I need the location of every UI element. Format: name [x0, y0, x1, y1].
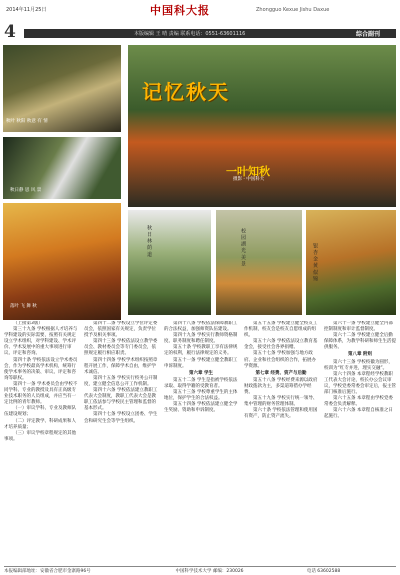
feature-big-title: 记忆秋天 — [142, 80, 230, 104]
article-paragraph: 第六十六条 本章程自核准之日起施行。 — [324, 408, 393, 420]
article-paragraph: 第六十五条 本章程由学校党委常委会负责解释。 — [324, 396, 393, 408]
article-paragraph: （上接第3版） — [13, 321, 43, 326]
banner-text: 本版编辑 王 晴 责编 联系电话：0551-63601116 — [134, 31, 246, 37]
article-paragraph: （三）审议学校章程规定的其他事项。 — [4, 430, 76, 442]
article-column-5 — [324, 321, 396, 526]
article-paragraph: 第四十二条 学校设立学位评定委员会，依照国家有关规定，负责学位授予及相关事项。 — [84, 321, 158, 339]
article-paragraph: 第六十一条 学校建立健全内部控制制度和审计监督制度。 — [324, 321, 393, 333]
article-paragraph: 第五十条 学校教职工享有法律规定的权利，履行法律规定的义务。 — [164, 345, 238, 357]
article-body — [4, 321, 396, 526]
page-footer — [4, 566, 396, 574]
article-paragraph: 第四十五条 学校实行校务公开制度，建立健全信息公开工作机制。 — [84, 375, 158, 387]
article-column-4 — [244, 321, 318, 526]
feature-subtitle: 摄影 · 中国科大 — [233, 177, 265, 182]
photo-caption: 落叶 飞 舞 秋 — [10, 304, 37, 309]
article-paragraph: 第五十二条 学生是指被学校依法录取、取得学籍的受教育者。 — [164, 377, 238, 389]
article-section-heading: 第六章 学生 — [188, 370, 214, 376]
article-paragraph: （二）评定教学、科研成果和人才培养质量； — [4, 418, 76, 430]
article-paragraph: 第六十四条 本章程经学校教职工代表大会讨论，校长办公会议审议，学校党委常委会审定后，报主管部门核准后施行。 — [324, 371, 396, 396]
masthead: 中国科大报 — [150, 4, 210, 17]
article-paragraph: 第五十九条 学校实行统一领导、集中管理的财务管理体制。 — [244, 396, 318, 408]
autumn-photo-7 — [306, 210, 396, 315]
autumn-photo-5 — [128, 210, 211, 315]
page-number: 4 — [4, 22, 16, 42]
photo-caption: 秋日静 思 风 景 — [10, 188, 42, 193]
footer-phone: 电话 63602588 — [306, 569, 341, 574]
article-paragraph: 第六十三条 学校校徽为圆形，校训为“红专并进，理实交融”。 — [324, 359, 393, 371]
photo-caption: 秋 日 林 荫 道 — [146, 225, 152, 257]
article-paragraph: 第三十九条 学校根据人才培养与学科建设的实际需要，按照有关规定设立学术组织，对学科建设、学术评价、学术发展中的重大事项进行审议、评定和咨询。 — [4, 327, 78, 357]
article-section-heading: 第七章 经费、资产与后勤 — [255, 370, 307, 376]
article-column-3 — [164, 321, 238, 526]
article-paragraph: 第五十四条 学校依法建立健全学生奖励、资助和申诉制度。 — [164, 402, 238, 414]
article-paragraph: 第四十九条 学校实行教师资格制度、职务制度和聘任制度。 — [164, 333, 238, 345]
article-paragraph: （一）审议学科、专业及教师队伍建设规划； — [4, 406, 76, 418]
feature-title: 一叶知秋 — [226, 165, 270, 178]
article-paragraph: 第四十四条 学校学术组织按照章程开展工作，保障学术自由，维护学术诚信。 — [84, 357, 158, 375]
footer-school: 中国科学技术大学 邮编：230026 — [175, 569, 244, 574]
article-paragraph: 第四十一条 学术委员会由学校不同学科、专业的教授及具有正高级专业技术职务的人员组成，并应当有一定比例的青年教师。 — [4, 381, 78, 406]
photo-caption: 校 园 湖 光 美 景 — [240, 228, 246, 266]
article-paragraph: 第四十条 学校依法设立学术委员会，作为学校最高学术机构，统筹行使学术事务的决策、审议、评定和咨询等职权。 — [4, 357, 78, 381]
photo-caption: 秋叶 秋阳 秋意 有 情 — [6, 119, 48, 124]
photo-caption: 银 杏 金 黄 似 锦 — [312, 243, 318, 281]
article-paragraph: 第五十三条 学校尊重学生的主体地位，保护学生的合法权益。 — [164, 390, 238, 402]
article-column-2 — [84, 321, 158, 526]
article-section-heading: 第八章 附则 — [347, 352, 373, 358]
header-banner — [24, 29, 396, 38]
article-paragraph: 第六十条 学校依法管理和使用国有资产，防止资产流失。 — [244, 408, 318, 420]
article-paragraph: 第六十二条 学校建立健全后勤保障体系，为教学科研和师生生活提供服务。 — [324, 333, 396, 351]
article-paragraph: 第四十六条 学校依法建立教职工代表大会制度，教职工代表大会是教职工依法参与学校民主管理和监督的基本形式。 — [84, 388, 158, 412]
masthead-sub: Zhongguo Kexue Jishu Daxue — [256, 7, 330, 13]
article-column-1 — [4, 321, 78, 526]
article-paragraph: 第五十八条 学校经费来源以政府财政拨款为主，多渠道筹措办学经费。 — [244, 377, 318, 396]
article-paragraph: 第四十七条 学校设立团委、学生会和研究生会等学生组织。 — [84, 412, 158, 424]
article-paragraph: 第四十八条 学校依法保障教职工的合法权益，加强师资队伍建设。 — [164, 321, 238, 333]
footer-address: 本报编辑部地址：安徽省合肥市金寨路96号 — [4, 569, 91, 574]
section-name: 综合副刊 — [356, 31, 381, 38]
date-line: 2014年11月25日 — [6, 7, 47, 13]
article-paragraph: 第五十七条 学校加强与地方政府、企业和社会组织的合作，拓展办学资源。 — [244, 351, 316, 369]
main-autumn-photo — [128, 45, 396, 207]
article-paragraph: 第五十一条 学校建立健全教职工申诉制度。 — [164, 357, 238, 369]
article-paragraph: 第四十三条 学校依法设立教学委员会、教材委员会等专门委员会，依照规定履行相应职责。 — [84, 339, 158, 357]
autumn-photo-6 — [216, 210, 302, 315]
article-paragraph: 第五十五条 学校建立健全校友工作机制，校友会是校友自愿组成的组织。 — [244, 321, 318, 339]
article-paragraph: 第五十六条 学校依法设立教育基金会，接受社会各界捐赠。 — [244, 339, 318, 351]
